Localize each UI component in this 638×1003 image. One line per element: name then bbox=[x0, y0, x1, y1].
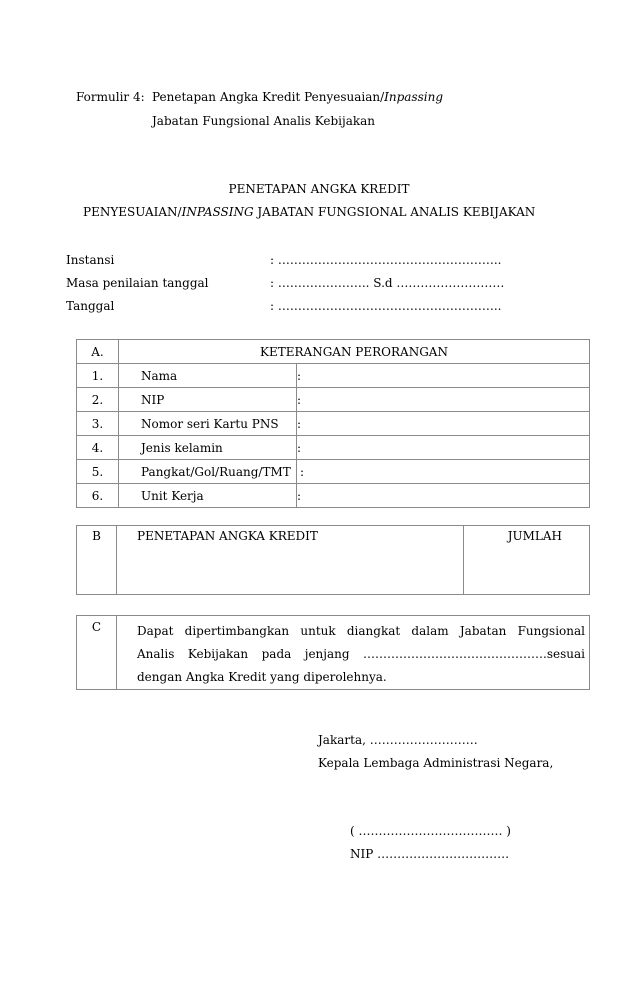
form-title-prefix: Penetapan Angka Kredit Penyesuaian/ bbox=[152, 90, 385, 104]
row-number: 6. bbox=[77, 484, 119, 508]
section-b-table bbox=[76, 525, 590, 595]
section-c-table bbox=[76, 615, 590, 690]
row-colon: : bbox=[297, 388, 590, 412]
row-number: 2. bbox=[77, 388, 119, 412]
table-row bbox=[77, 364, 590, 388]
section-c-line1: Dapat dipertimbangkan untuk diangkat dalam Jabatan Fungsional bbox=[137, 624, 585, 638]
row-number: 1. bbox=[77, 364, 119, 388]
row-label: Nomor seri Kartu PNS bbox=[119, 412, 297, 436]
row-colon: : bbox=[297, 436, 590, 460]
form-title-line2: Jabatan Fungsional Analis Kebijakan bbox=[152, 114, 376, 128]
row-colon: : bbox=[297, 484, 590, 508]
main-title-line1: PENETAPAN ANGKA KREDIT bbox=[228, 182, 410, 196]
row-number: 5. bbox=[77, 460, 119, 484]
signature-name: ( ……………………………… ) bbox=[350, 824, 511, 838]
section-a-title: KETERANGAN PERORANGAN bbox=[119, 340, 590, 364]
section-b-jumlah: JUMLAH bbox=[464, 526, 590, 595]
section-a-code: A. bbox=[77, 340, 119, 364]
table-row bbox=[77, 436, 590, 460]
table-row bbox=[77, 460, 590, 484]
row-colon: : bbox=[297, 460, 590, 484]
form-title-line1 bbox=[152, 90, 443, 104]
section-a-header-row bbox=[77, 340, 590, 364]
section-c-line3: dengan Angka Kredit yang diperolehnya. bbox=[137, 670, 387, 684]
instansi-label: Instansi bbox=[66, 253, 115, 267]
signature-office: Kepala Lembaga Administrasi Negara, bbox=[318, 756, 554, 770]
row-label: Pangkat/Gol/Ruang/TMT bbox=[119, 460, 297, 484]
row-label: NIP bbox=[119, 388, 297, 412]
row-number: 3. bbox=[77, 412, 119, 436]
row-label: Jenis kelamin bbox=[119, 436, 297, 460]
main-title-suffix: JABATAN FUNGSIONAL ANALIS KEBIJAKAN bbox=[253, 205, 536, 219]
section-c-line2: Analis Kebijakan pada jenjang ……………………………………….sesuai bbox=[137, 647, 585, 661]
row-label: Nama bbox=[119, 364, 297, 388]
row-colon: : bbox=[297, 364, 590, 388]
masa-penilaian-label: Masa penilaian tanggal bbox=[66, 276, 209, 290]
tanggal-value: : ……………………………………………….. bbox=[270, 299, 502, 313]
table-row bbox=[77, 412, 590, 436]
main-title-prefix: PENYESUAIAN/ bbox=[83, 205, 182, 219]
section-b-title: PENETAPAN ANGKA KREDIT bbox=[117, 526, 464, 595]
instansi-value: : ……………………………………………….. bbox=[270, 253, 502, 267]
signature-place-date: Jakarta, ……………………… bbox=[318, 733, 478, 747]
row-number: 4. bbox=[77, 436, 119, 460]
table-row bbox=[77, 388, 590, 412]
section-b-code: B bbox=[77, 526, 117, 595]
section-c-text bbox=[117, 616, 590, 690]
section-b-row bbox=[77, 526, 590, 595]
section-c-row bbox=[77, 616, 590, 690]
tanggal-label: Tanggal bbox=[66, 299, 115, 313]
masa-penilaian-value: : ………………….. S.d ……………………… bbox=[270, 276, 505, 290]
form-title-italic: Inpassing bbox=[384, 90, 444, 104]
section-a-table bbox=[76, 339, 590, 508]
table-row bbox=[77, 484, 590, 508]
row-colon: : bbox=[297, 412, 590, 436]
form-label: Formulir 4: bbox=[76, 90, 145, 104]
signature-nip: NIP …………………………… bbox=[350, 847, 510, 861]
main-title-line2 bbox=[83, 205, 535, 219]
main-title-italic: INPASSING bbox=[181, 205, 254, 219]
section-c-code: C bbox=[77, 616, 117, 690]
row-label: Unit Kerja bbox=[119, 484, 297, 508]
